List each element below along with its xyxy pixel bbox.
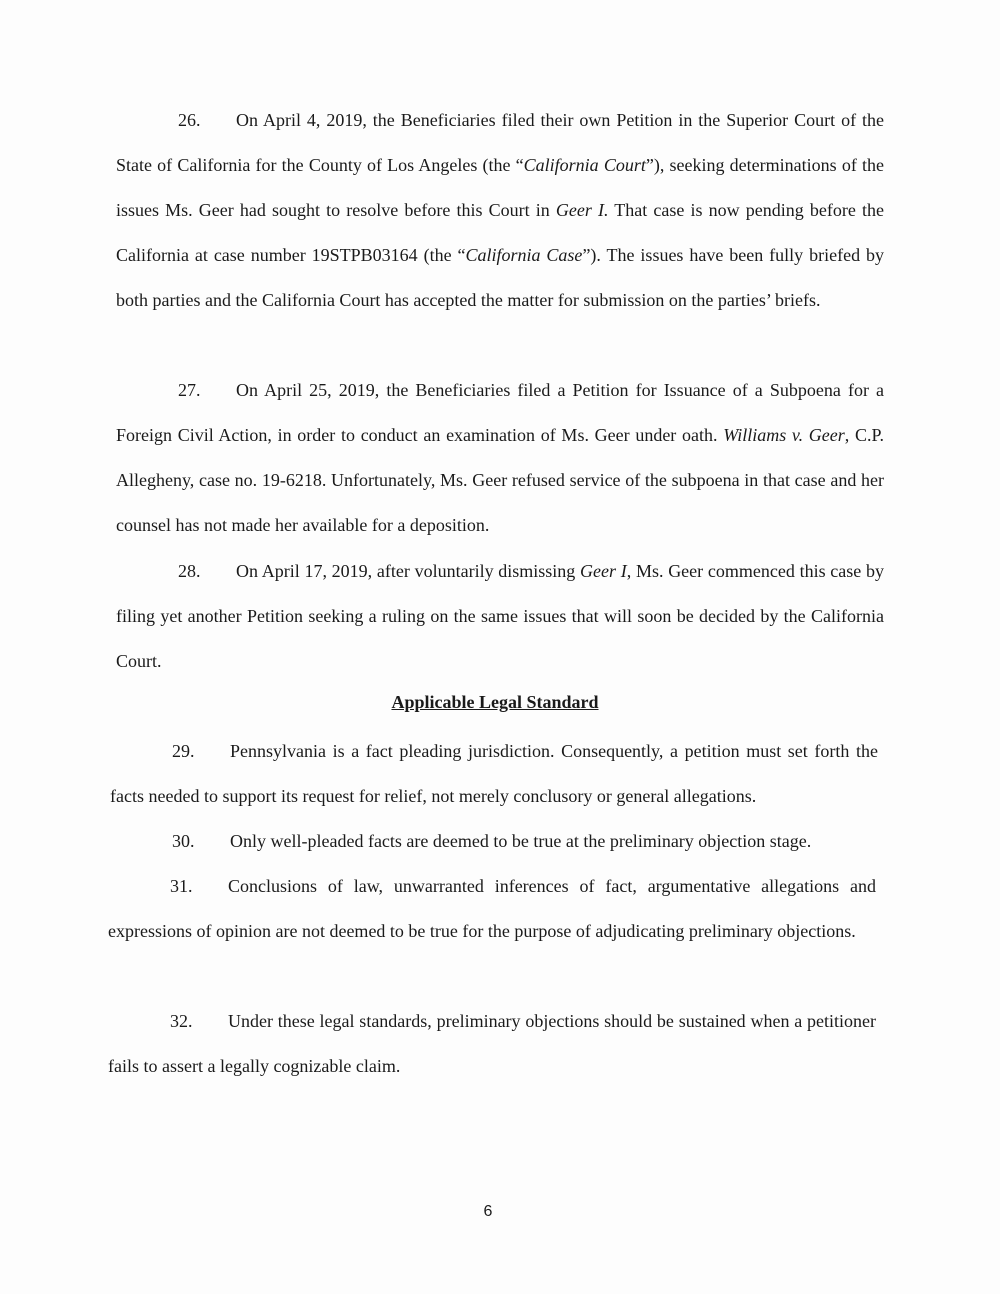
paragraph-text: Only well-pleaded facts are deemed to be true at the preliminary objection stage. bbox=[230, 831, 812, 851]
paragraph-text: On April 17, 2019, after voluntarily dismissing bbox=[236, 561, 581, 581]
italic-citation: Williams v. Geer bbox=[723, 425, 845, 445]
paragraph-number: 28. bbox=[178, 561, 201, 581]
page-number: 6 bbox=[483, 1203, 493, 1220]
paragraph-text: Pennsylvania is a fact pleading jurisdiction. Consequently, a petition must set forth the facts needed to support its request for relief, not merely conclusory or general allegations. bbox=[110, 741, 878, 806]
section-heading: Applicable Legal Standard bbox=[391, 692, 599, 712]
paragraph-number: 26. bbox=[178, 110, 201, 130]
paragraph-text: Conclusions of law, unwarranted inferences of fact, argumentative allegations and expressions of opinion are not deemed to be true for the purpose of adjudicating preliminary objections. bbox=[108, 876, 876, 941]
paragraph-text: ”), seeking determinations of the issues Ms. Geer had sought to resolve before this Court in bbox=[116, 155, 884, 220]
paragraph-number: 32. bbox=[170, 1011, 193, 1031]
paragraph-29 bbox=[110, 729, 878, 819]
paragraph-26 bbox=[116, 98, 884, 323]
paragraph-text: , C.P. Allegheny, case no. 19-6218. Unfortunately, Ms. Geer refused service of the subpoena in that case and her counsel has not made her available for a deposition. bbox=[116, 425, 884, 535]
paragraph-30 bbox=[110, 819, 878, 864]
italic-citation: Geer I bbox=[580, 561, 627, 581]
italic-citation: California Court bbox=[523, 155, 646, 175]
paragraph-text: On April 25, 2019, the Beneficiaries filed a Petition for Issuance of a Subpoena for a Foreign Civil Action, in order to conduct an examination of Ms. Geer under oath. bbox=[116, 380, 884, 445]
paragraph-number: 31. bbox=[170, 876, 193, 896]
paragraph-text: On April 4, 2019, the Beneficiaries filed their own Petition in the Superior Court of the State of California for the County of Los Angeles (the “ bbox=[116, 110, 884, 175]
paragraph-number: 29. bbox=[172, 741, 195, 761]
paragraph-number: 30. bbox=[172, 831, 195, 851]
italic-citation: California Case bbox=[465, 245, 583, 265]
paragraph-27 bbox=[116, 368, 884, 548]
paragraph-32 bbox=[108, 999, 876, 1089]
paragraph-text: That case is now pending before the California at case number 19STPB03164 (the “ bbox=[116, 200, 884, 265]
paragraph-28 bbox=[116, 549, 884, 684]
paragraph-text: ”). The issues have been fully briefed by both parties and the California Court has accepted the matter for submission on the parties’ briefs. bbox=[116, 245, 884, 310]
paragraph-text: Under these legal standards, preliminary objections should be sustained when a petitioner fails to assert a legally cognizable claim. bbox=[108, 1011, 876, 1076]
paragraph-text: , Ms. Geer commenced this case by filing yet another Petition seeking a ruling on the same issues that will soon be decided by the California Court. bbox=[116, 561, 884, 671]
italic-citation: Geer I. bbox=[555, 200, 609, 220]
paragraph-31 bbox=[108, 864, 876, 954]
paragraph-number: 27. bbox=[178, 380, 201, 400]
